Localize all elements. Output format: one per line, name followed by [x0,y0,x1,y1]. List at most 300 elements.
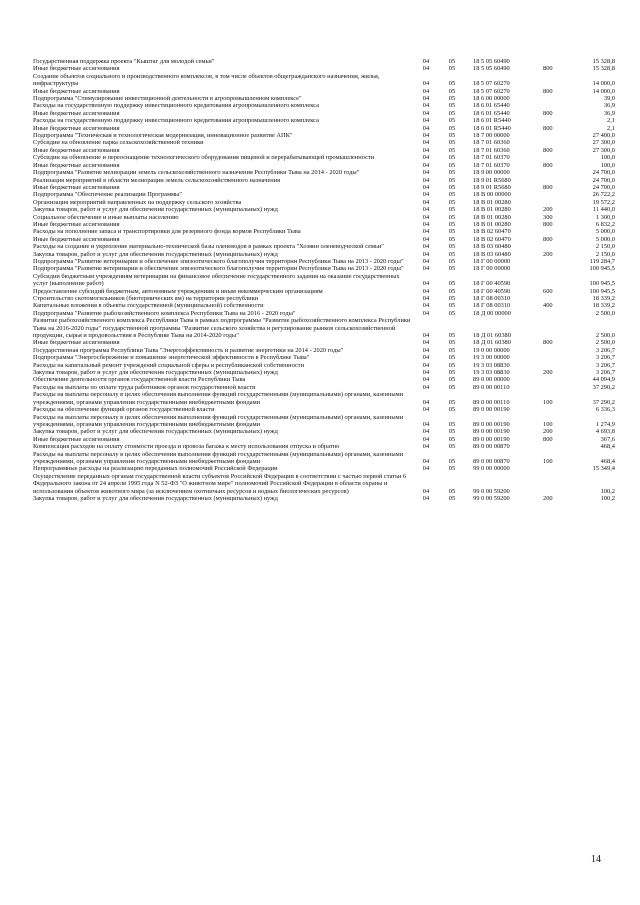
row-target-code: 18 9 01 R5680 [473,183,511,191]
row-expense-type [543,169,573,176]
row-target-code: 18 5 07 60270 [473,87,510,95]
row-name: Создание объектов социального и производственного комплексов, в том числе объектов общегражданского назначения, жилья, инфраструктуры [33,72,380,88]
row-expense-type [543,295,573,302]
row-subsection: 05 [448,87,456,95]
row-target-code: 89 0 00 00190 [473,406,510,414]
row-amount: 2 500,0 [595,309,615,317]
row-target-code: 99 0 00 59200 [473,494,510,502]
row-amount: 468,4 [600,457,615,465]
table-row [33,473,615,495]
row-section: 04 [422,80,430,88]
row-expense-type [543,102,573,109]
row-subsection: 05 [448,132,456,140]
row-amount: 1 300,0 [595,213,615,221]
table-row [33,288,615,295]
row-name: Расходы на выплаты персоналу в целях обеспечения выполнения функций государственными (муниципальными) органами, казенными учреждениями, органами управления государственными внебюджетными фондами [33,391,404,406]
row-subsection: 05 [448,139,456,147]
row-amount: 14 000,0 [592,80,615,88]
row-subsection: 05 [448,354,456,362]
row-name: Иные бюджетные ассигнования [33,124,120,132]
table-row [33,214,615,221]
table-row [33,73,615,88]
page-number: 14 [591,854,601,865]
row-section: 04 [422,287,430,295]
row-amount: 27 300,0 [592,146,615,154]
row-expense-type [543,58,573,65]
row-subsection: 05 [448,280,456,288]
row-section: 04 [422,161,430,169]
row-subsection: 05 [448,161,456,169]
table-row [33,162,615,169]
row-amount: 5 000,0 [595,228,615,236]
row-amount: 27 400,0 [592,132,615,140]
row-subsection: 05 [448,487,456,495]
row-expense-type [543,376,573,383]
row-expense-type [543,317,573,339]
row-target-code: 18 5 05 60490 [473,58,510,65]
row-name: Иные бюджетные ассигнования [33,339,120,347]
row-target-code: 18 7 00 00000 [473,132,510,140]
row-section: 04 [422,58,430,65]
row-subsection: 05 [448,287,456,295]
row-subsection: 05 [448,235,456,243]
row-target-code: 18 В 01 00280 [473,220,511,228]
row-section: 04 [422,280,430,288]
row-amount: 100 945,5 [589,265,615,273]
row-amount: 2 500,0 [595,339,615,347]
table-row [33,414,615,429]
row-amount: 100,2 [600,494,615,502]
row-subsection: 05 [448,265,456,273]
row-subsection: 05 [448,124,456,132]
row-target-code: 89 0 00 00190 [473,420,510,428]
row-expense-type: 800 [543,109,553,117]
row-section: 04 [422,398,430,406]
row-target-code: 18 9 00 00000 [473,169,510,177]
table-row [33,362,615,369]
row-target-code: 19 0 00 00000 [473,346,510,354]
row-name: Непрограммные расходы на реализацию переданных полномочий Российской Федерации [33,465,278,473]
row-name: Государственная программа Республики Тыва "Энергоэффективность и развитие энергетики на 2014 - 2020 годы" [33,346,344,354]
row-amount: 36,9 [603,109,615,117]
row-target-code: 18 В 02 60470 [473,228,511,236]
row-subsection: 05 [448,117,456,125]
row-subsection: 05 [448,183,456,191]
row-section: 04 [422,243,430,251]
table-row [33,251,615,258]
row-name: Развитие рыбохозяйственного комплекса Республики Тыва в рамках подпрограммы "Развитие рыбохозяйственного комплекса Республики Тыва на 2016-2020 годы" государственной программы "Развитие сельского хозяйства и регулирование рынков сельскохозяйственной продукции, сырья и продовольствия в Республике Тыва на 2014-2020 годы" [33,317,411,340]
row-name: Иные бюджетные ассигнования [33,435,120,443]
row-section: 04 [422,339,430,347]
row-target-code: 18 Г 00 00000 [473,257,511,265]
row-target-code: 18 В 02 60470 [473,235,511,243]
row-expense-type [543,273,573,288]
row-section: 04 [422,117,430,125]
row-target-code: 89 0 00 00110 [473,398,510,406]
table-row [33,369,615,376]
row-name: Закупка товаров, работ и услуг для обеспечения государственных (муниципальных) нужд [33,206,278,214]
row-target-code: 18 В 01 00280 [473,206,511,214]
table-row [33,191,615,198]
row-section: 04 [422,346,430,354]
row-amount: 19 572,2 [592,198,615,206]
row-target-code: 18 9 01 R5680 [473,176,511,184]
row-expense-type [543,154,573,161]
row-subsection: 05 [448,243,456,251]
row-target-code: 18 6 01 65440 [473,102,510,110]
row-target-code: 19 3 03 08830 [473,369,510,377]
row-subsection: 05 [448,494,456,502]
row-subsection: 05 [448,428,456,436]
row-name: Предоставление субсидий бюджетным, автономным учреждениям и иным некоммерческим организациям [33,287,323,295]
row-name: Иные бюджетные ассигнования [33,235,120,243]
row-target-code: 18 В 03 60480 [473,243,511,251]
row-target-code: 18 7 01 60370 [473,161,510,169]
row-expense-type: 400 [543,302,553,310]
table-row [33,132,615,139]
row-name: Иные бюджетные ассигнования [33,220,120,228]
row-amount: 24 700,0 [592,176,615,184]
row-target-code: 89 0 00 00870 [473,443,510,451]
row-amount: 100 945,5 [589,287,615,295]
row-name: Подпрограмма "Развитие мелиорации земель сельскохозяйственного назначения Республики Тыва на 2014 - 2020 годы" [33,169,360,177]
table-body [33,58,615,502]
row-amount: 1 274,9 [595,420,615,428]
row-subsection: 05 [448,220,456,228]
row-section: 04 [422,309,430,317]
row-section: 04 [422,361,430,369]
table-row [33,295,615,302]
row-section: 04 [422,191,430,199]
row-name: Капитальные вложения в объекты государственной (муниципальной) собственности [33,302,264,310]
row-section: 04 [422,302,430,310]
table-row [33,391,615,406]
row-section: 04 [422,87,430,95]
row-expense-type [543,347,573,354]
row-section: 04 [422,295,430,302]
row-amount: 3 206,7 [595,346,615,354]
table-row [33,436,615,443]
row-subsection: 05 [448,213,456,221]
row-section: 04 [422,369,430,377]
row-name: Расходы на пополнение запаса и транспортировки для резервного фонда кормов Республики Тыва [33,228,301,236]
row-section: 04 [422,154,430,162]
row-amount: 100,2 [600,487,615,495]
row-expense-type: 800 [543,124,553,132]
table-row [33,125,615,132]
row-section: 04 [422,102,430,110]
table-row [33,302,615,309]
row-name: Строительство скотомогильников (биотермических ям) на территории республики [33,295,259,302]
row-target-code: 18 Г 00 00000 [473,265,511,273]
row-target-code: 89 0 00 00000 [473,376,510,384]
row-name: Подпрограмма "Развитие ветеринарии и обеспечение эпизоотического благополучия территории Республики Тыва на 2013 - 2020 годы" [33,257,404,265]
row-subsection: 05 [448,457,456,465]
row-target-code: 18 6 00 00000 [473,95,510,103]
row-expense-type: 100 [543,457,553,465]
row-section: 04 [422,457,430,465]
table-row [33,428,615,435]
row-subsection: 05 [448,435,456,443]
row-expense-type: 800 [543,161,553,169]
table-row [33,310,615,317]
row-amount: 36,9 [603,102,615,110]
row-subsection: 05 [448,443,456,451]
row-expense-type: 200 [543,369,553,377]
row-expense-type: 200 [543,494,553,502]
row-expense-type [543,406,573,413]
row-expense-type [543,473,573,495]
row-expense-type: 800 [543,435,553,443]
row-expense-type: 200 [543,428,553,436]
table-row [33,139,615,146]
row-target-code: 89 0 00 00190 [473,428,510,436]
table-row [33,169,615,176]
row-section: 04 [422,132,430,140]
row-name: Расходы на выплаты персоналу в целях обеспечения выполнения функций государственными (муниципальными) органами, казенными учреждениями, органами управления государственными внебюджетными фондами [33,450,404,465]
row-name: Иные бюджетные ассигнования [33,109,120,117]
row-amount: 14 000,0 [592,87,615,95]
row-target-code: 18 7 01 60370 [473,154,510,162]
row-name: Иные бюджетные ассигнования [33,161,120,169]
row-expense-type [543,362,573,369]
row-section: 04 [422,228,430,236]
row-subsection: 05 [448,420,456,428]
row-expense-type [543,191,573,198]
row-amount: 2,1 [607,124,615,132]
row-target-code: 18 5 05 60490 [473,65,510,73]
row-name: Расходы на создание и укрепление материально-технической базы оленеводов в рамках проекта "Хозяин оленеводческой семьи" [33,243,384,251]
row-name: Закупка товаров, работ и услуг для обеспечения государственных (муниципальных) нужд [33,369,278,377]
row-subsection: 05 [448,191,456,199]
row-name: Иные бюджетные ассигнования [33,87,120,95]
budget-table-area [33,58,613,502]
row-name: Расходы на выплаты персоналу в целях обеспечения выполнения функций государственными (муниципальными) органами, казенными учреждениями, органами управления государственными внебюджетными фондами [33,413,404,428]
row-target-code: 99 0 00 00000 [473,465,510,473]
row-section: 04 [422,65,430,73]
row-name: Государственная поддержка проекта "Кыштаг для молодой семьи" [33,58,215,65]
row-subsection: 05 [448,376,456,384]
row-target-code: 18 В 01 00280 [473,213,511,221]
row-amount: 18 339,2 [592,295,615,302]
row-expense-type [543,73,573,88]
row-amount: 2 150,0 [595,243,615,251]
row-amount: 100,0 [600,161,615,169]
row-name: Подпрограмма "Развитие рыбохозяйственного комплекса Республики Тыва на 2016 - 2020 годы" [33,309,296,317]
row-name: Иные бюджетные ассигнования [33,65,120,73]
row-expense-type: 200 [543,206,553,214]
row-amount: 3 206,7 [595,369,615,377]
table-row [33,243,615,250]
row-subsection: 05 [448,295,456,302]
row-subsection: 05 [448,250,456,258]
row-expense-type [543,117,573,124]
row-expense-type [543,95,573,102]
table-row [33,65,615,72]
row-amount: 367,6 [600,435,615,443]
row-expense-type: 300 [543,213,553,221]
row-name: Компенсация расходов на оплату стоимости проезда и провоза багажа к месту использования отпуска и обратно [33,443,340,451]
row-target-code: 89 0 00 00110 [473,383,510,391]
row-section: 04 [422,250,430,258]
row-section: 04 [422,487,430,495]
table-row [33,354,615,361]
row-name: Расходы на обеспечение функций органов государственной власти [33,406,215,414]
table-row [33,177,615,184]
row-section: 04 [422,435,430,443]
table-row [33,317,615,339]
row-amount: 15 328,8 [592,58,615,65]
row-expense-type: 800 [543,87,553,95]
row-target-code: 89 0 00 00870 [473,457,510,465]
row-name: Подпрограмма "Развитие ветеринарии и обеспечение эпизоотического благополучия территории Республики Тыва на 2013 - 2020 годы" [33,265,404,273]
row-name: Расходы на выплаты по оплате труда работников органов государственной власти [33,383,256,391]
row-section: 04 [422,257,430,265]
row-name: Подпрограмма "Техническая и технологическая модернизация, инновационное развитие АПК" [33,132,293,140]
row-amount: 6 336,3 [595,406,615,414]
row-subsection: 05 [448,146,456,154]
row-expense-type [543,384,573,391]
table-row [33,147,615,154]
row-target-code: 18 5 07 60270 [473,80,510,88]
row-amount: 24 700,0 [592,183,615,191]
row-subsection: 05 [448,228,456,236]
row-section: 04 [422,443,430,451]
row-name: Расходы на государственную поддержку инвестиционного кредитования агропромышленного комплекса [33,102,319,110]
table-row [33,465,615,472]
table-row [33,339,615,346]
row-expense-type [543,465,573,472]
table-row [33,236,615,243]
row-section: 04 [422,265,430,273]
row-target-code: 18 Г 08 00310 [473,295,511,302]
row-name: Подпрограмма "Обеспечение реализации Программы" [33,191,182,199]
row-section: 04 [422,109,430,117]
row-amount: 15 328,8 [592,65,615,73]
table-row [33,384,615,391]
row-subsection: 05 [448,257,456,265]
row-section: 04 [422,146,430,154]
row-section: 04 [422,428,430,436]
row-amount: 6 832,2 [595,220,615,228]
row-name: Обеспечение деятельности органов государственной власти Республики Тыва [33,376,246,384]
row-section: 04 [422,376,430,384]
row-expense-type [543,228,573,235]
row-target-code: 89 0 00 00190 [473,435,510,443]
table-row [33,376,615,383]
row-section: 04 [422,383,430,391]
row-amount: 468,4 [600,443,615,451]
row-name: Подпрограмма "Энергосбережение и повышение энергетической эффективности в Республике Тыва" [33,354,310,362]
row-target-code: 18 Д 00 00000 [473,309,511,317]
row-amount: 44 094,9 [592,376,615,384]
row-section: 04 [422,139,430,147]
row-amount: 26 722,2 [592,191,615,199]
row-name: Иные бюджетные ассигнования [33,146,120,154]
row-amount: 3 206,7 [595,361,615,369]
row-target-code: 18 В 01 00280 [473,198,511,206]
table-row [33,88,615,95]
row-name: Осуществление переданных органам государственной власти субъектов Российской Федерации в соответствии с частью первой статьи 6 Федерального закона от 24 апреля 1995 года N 52-ФЗ "О животном мире" полномочий Российской Федерации в области охраны и использования объектов животного мира (за исключением охотничьих ресурсов и водных биологических ресурсов) [33,472,407,495]
row-subsection: 05 [448,369,456,377]
row-amount: 3 206,7 [595,354,615,362]
row-section: 04 [422,420,430,428]
row-subsection: 05 [448,65,456,73]
row-amount: 27 300,0 [592,139,615,147]
table-row [33,117,615,124]
row-expense-type [543,354,573,361]
row-amount: 37 290,2 [592,383,615,391]
row-subsection: 05 [448,398,456,406]
row-target-code: 18 В 00 00000 [473,191,511,199]
row-section: 04 [422,169,430,177]
row-target-code: 18 Д 01 60380 [473,339,511,347]
row-section: 04 [422,124,430,132]
row-name: Субсидии бюджетным учреждениям ветеринарии на финансовое обеспечение государственного задания на оказание государственных услуг (выполнение работ) [33,272,400,288]
row-expense-type: 200 [543,250,553,258]
row-expense-type: 100 [543,420,553,428]
table-row [33,154,615,161]
row-name: Иные бюджетные ассигнования [33,183,120,191]
row-amount: 24 700,0 [592,169,615,177]
row-amount: 39,0 [603,95,615,103]
table-row [33,258,615,265]
row-target-code: 18 7 01 60360 [473,139,510,147]
row-subsection: 05 [448,406,456,414]
table-row [33,451,615,466]
row-amount: 2,1 [607,117,615,125]
row-subsection: 05 [448,176,456,184]
budget-table [33,58,615,502]
table-row [33,273,615,288]
row-subsection: 05 [448,383,456,391]
row-expense-type [543,310,573,317]
table-row [33,206,615,213]
row-target-code: 19 3 03 08830 [473,361,510,369]
row-subsection: 05 [448,346,456,354]
row-subsection: 05 [448,361,456,369]
table-row [33,406,615,413]
table-row [33,102,615,109]
row-expense-type [543,243,573,250]
row-subsection: 05 [448,309,456,317]
row-section: 04 [422,213,430,221]
row-target-code: 18 Г 00 40590 [473,280,511,288]
row-expense-type [543,258,573,265]
table-row [33,58,615,65]
row-expense-type [543,265,573,272]
table-row [33,110,615,117]
row-section: 04 [422,235,430,243]
row-target-code: 18 Г 00 40590 [473,287,511,295]
row-subsection: 05 [448,339,456,347]
row-name: Расходы на капитальный ремонт учреждений социальной сферы и республиканской собственности [33,361,305,369]
row-target-code: 18 Г 08 00310 [473,302,511,310]
row-name: Организация мероприятий направленных на поддержку сельского хозяйства [33,198,242,206]
row-subsection: 05 [448,332,456,340]
row-section: 04 [422,176,430,184]
row-name: Закупка товаров, работ и услуг для обеспечения государственных (муниципальных) нужд [33,428,278,436]
row-target-code: 99 0 00 59200 [473,487,510,495]
row-name: Субсидии на обновление парка сельскохозяйственной техники [33,139,204,147]
row-name: Расходы на государственную поддержку инвестиционного кредитования агропромышленного комплекса [33,117,319,125]
row-name: Подпрограмма "Стимулирование инвестиционной деятельности в агропромышленном комплексе" [33,95,302,103]
row-subsection: 05 [448,95,456,103]
row-subsection: 05 [448,58,456,65]
row-section: 04 [422,332,430,340]
row-expense-type: 800 [543,65,553,73]
row-target-code: 18 6 01 R5440 [473,124,511,132]
